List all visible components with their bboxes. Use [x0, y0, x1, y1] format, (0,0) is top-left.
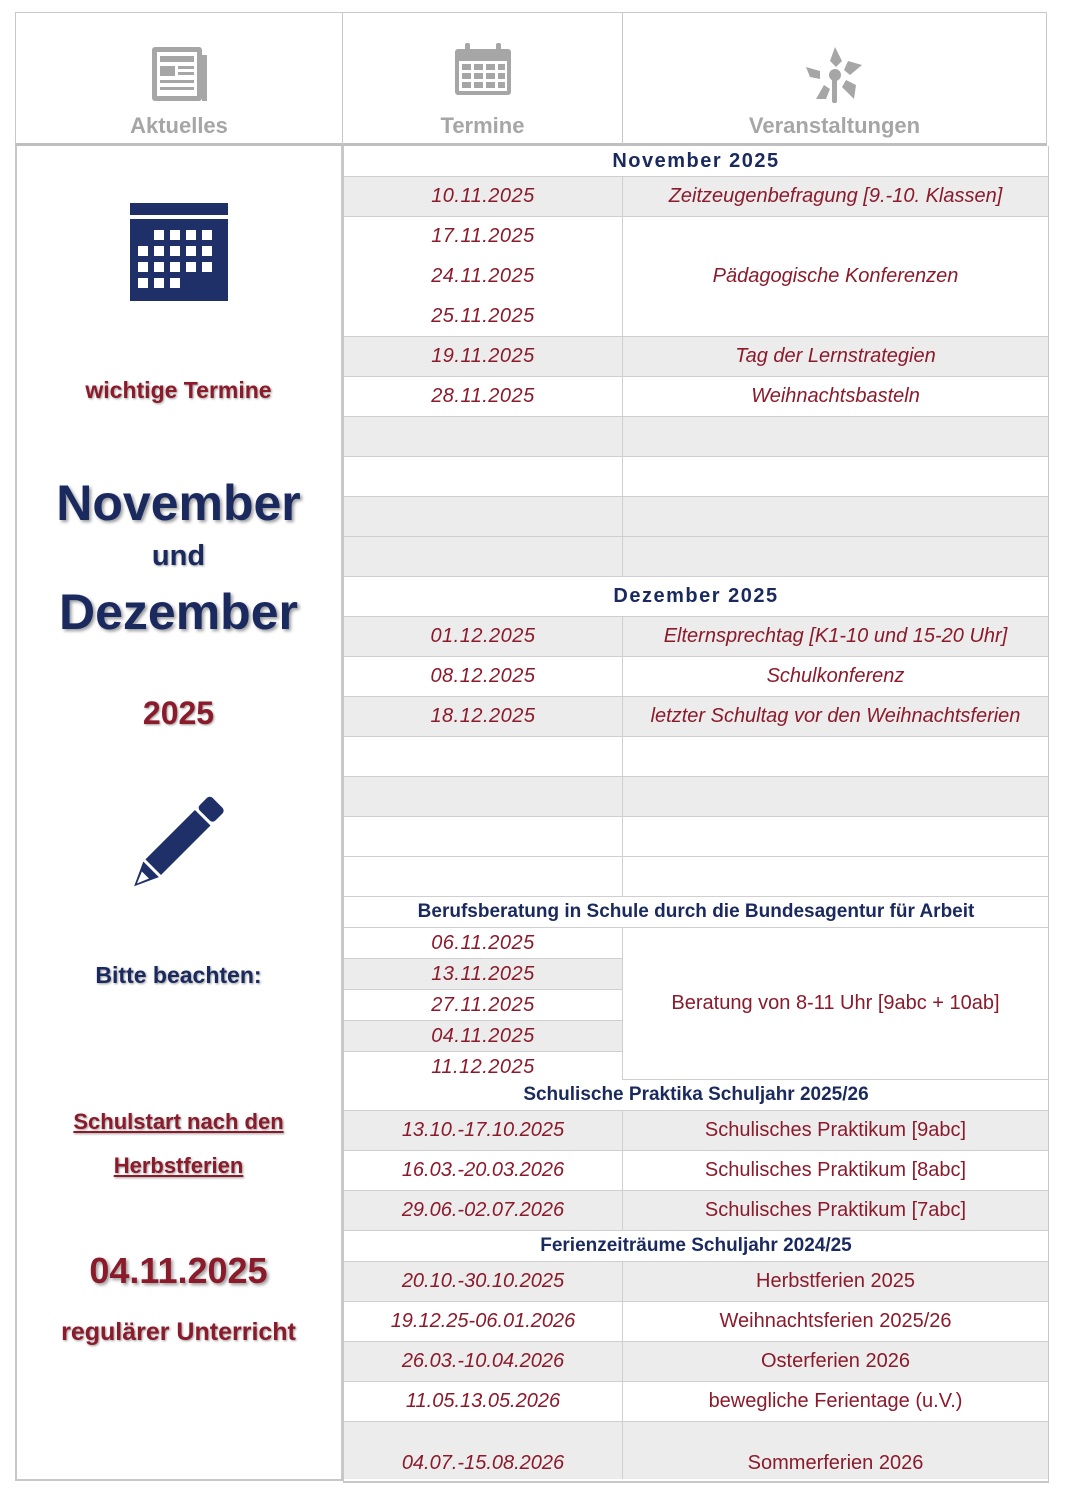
- date-cell-group: [344, 928, 623, 1079]
- month-title: Dezember 2025: [613, 585, 779, 607]
- date-cell: 25.11.2025: [431, 304, 535, 327]
- newspaper-icon: [149, 43, 209, 110]
- event-cell: Weihnachtsferien 2025/26: [719, 1310, 952, 1332]
- event-cell: Weihnachtsbasteln: [751, 385, 920, 407]
- date-cell: 10.11.2025: [344, 177, 623, 216]
- table-row: [344, 617, 1048, 657]
- section-title: Schulische Praktika Schuljahr 2025/26: [523, 1084, 869, 1105]
- date-cell: 19.12.25-06.01.2026: [344, 1302, 623, 1341]
- table-row: [344, 177, 1048, 217]
- empty-row: [344, 417, 1048, 457]
- event-cell: Tag der Lernstrategien: [735, 345, 936, 367]
- date-cell: 16.03.-20.03.2026: [344, 1151, 623, 1190]
- empty-row: [344, 457, 1048, 497]
- sidebar-date: 04.11.2025: [89, 1250, 268, 1291]
- tab-termine[interactable]: [342, 12, 622, 146]
- table-row: [344, 1191, 1048, 1231]
- table-row: [344, 377, 1048, 417]
- table-row: [344, 217, 1048, 337]
- event-cell: bewegliche Ferientage (u.V.): [708, 1390, 963, 1412]
- calendar-icon: [130, 203, 228, 306]
- event-cell: Sommerferien 2026: [747, 1452, 924, 1474]
- date-cell: 20.10.-30.10.2025: [344, 1262, 623, 1301]
- table-row: [344, 928, 1048, 1080]
- sidebar-schulstart-line2: Herbstferien: [113, 1153, 244, 1178]
- pencil-icon: [118, 792, 228, 905]
- date-cell: 01.12.2025: [344, 617, 623, 656]
- date-cell: 04.11.2025: [344, 1021, 622, 1052]
- empty-row: [344, 537, 1048, 577]
- hands-circle-icon: [800, 43, 870, 114]
- event-cell: Schulkonferenz: [766, 665, 905, 687]
- month-header-row: [344, 577, 1048, 617]
- table-row: [344, 1262, 1048, 1302]
- sidebar-month2: Dezember: [59, 584, 298, 640]
- empty-row: [344, 737, 1048, 777]
- section-header-row: [344, 1231, 1048, 1262]
- table-row: [344, 1111, 1048, 1151]
- event-cell: Herbstferien 2025: [756, 1270, 915, 1292]
- date-cell: 24.11.2025: [431, 264, 535, 287]
- tab-aktuelles[interactable]: [15, 12, 342, 146]
- empty-row: [344, 857, 1048, 897]
- calendar-icon: [453, 41, 513, 102]
- date-cell: 04.07.-15.08.2026: [344, 1422, 623, 1479]
- date-cell: 18.12.2025: [344, 697, 623, 736]
- sidebar-unterricht: regulärer Unterricht: [61, 1318, 296, 1346]
- empty-row: [344, 497, 1048, 537]
- date-cell-group: [344, 217, 623, 336]
- date-cell: 13.11.2025: [344, 959, 622, 990]
- date-cell: 26.03.-10.04.2026: [344, 1342, 623, 1381]
- date-cell: 06.11.2025: [344, 928, 622, 959]
- tab-veranstaltungen[interactable]: [622, 12, 1047, 146]
- month-title: November 2025: [612, 149, 780, 172]
- month-header-row: [344, 146, 1048, 177]
- date-cell: 13.10.-17.10.2025: [344, 1111, 623, 1150]
- event-cell: Schulisches Praktikum [8abc]: [704, 1159, 967, 1181]
- event-cell: Beratung von 8-11 Uhr [9abc + 10ab]: [671, 992, 1000, 1014]
- table-row: [344, 337, 1048, 377]
- section-header-row: [344, 1080, 1048, 1111]
- date-cell: 11.05.13.05.2026: [344, 1382, 623, 1421]
- table-row: [344, 1342, 1048, 1382]
- table-row: [344, 697, 1048, 737]
- date-cell: 19.11.2025: [344, 337, 623, 376]
- table-row: [344, 1422, 1048, 1479]
- section-title: Ferienzeiträume Schuljahr 2024/25: [540, 1235, 852, 1256]
- sidebar-subtitle: wichtige Termine: [85, 377, 272, 403]
- sidebar-month1: November: [56, 475, 301, 531]
- date-cell: 11.12.2025: [344, 1052, 622, 1082]
- sidebar-schulstart-line1: Schulstart nach den: [73, 1109, 284, 1134]
- event-cell: Zeitzeugenbefragung [9.-10. Klassen]: [668, 185, 1003, 207]
- tab-label: Termine: [440, 113, 525, 138]
- event-cell: letzter Schultag vor den Weihnachtsferien: [650, 705, 1021, 727]
- empty-row: [344, 817, 1048, 857]
- event-cell: Schulisches Praktikum [7abc]: [704, 1199, 967, 1221]
- date-cell: 27.11.2025: [344, 990, 622, 1021]
- date-cell: 17.11.2025: [431, 225, 535, 248]
- sidebar-year: 2025: [142, 695, 215, 731]
- table-row: [344, 657, 1048, 697]
- event-cell: Schulisches Praktikum [9abc]: [704, 1119, 967, 1141]
- sidebar-note-heading: Bitte beachten:: [95, 962, 262, 988]
- date-cell: 28.11.2025: [344, 377, 623, 416]
- event-cell: Pädagogische Konferenzen: [712, 265, 959, 287]
- table-row: [344, 1382, 1048, 1422]
- section-header-row: [344, 897, 1048, 928]
- empty-row: [344, 777, 1048, 817]
- event-cell: Osterferien 2026: [761, 1350, 910, 1372]
- schedule-table: [343, 146, 1049, 1483]
- event-cell: Elternsprechtag [K1-10 und 15-20 Uhr]: [663, 625, 1008, 647]
- tab-label: Veranstaltungen: [748, 113, 921, 138]
- table-row: [344, 1302, 1048, 1342]
- table-row: [344, 1151, 1048, 1191]
- section-title: Berufsberatung in Schule durch die Bundesagentur für Arbeit: [417, 901, 975, 922]
- tab-label: Aktuelles: [130, 113, 228, 138]
- date-cell: 29.06.-02.07.2026: [344, 1191, 623, 1230]
- date-cell: 08.12.2025: [344, 657, 623, 696]
- sidebar-und: und: [151, 540, 206, 572]
